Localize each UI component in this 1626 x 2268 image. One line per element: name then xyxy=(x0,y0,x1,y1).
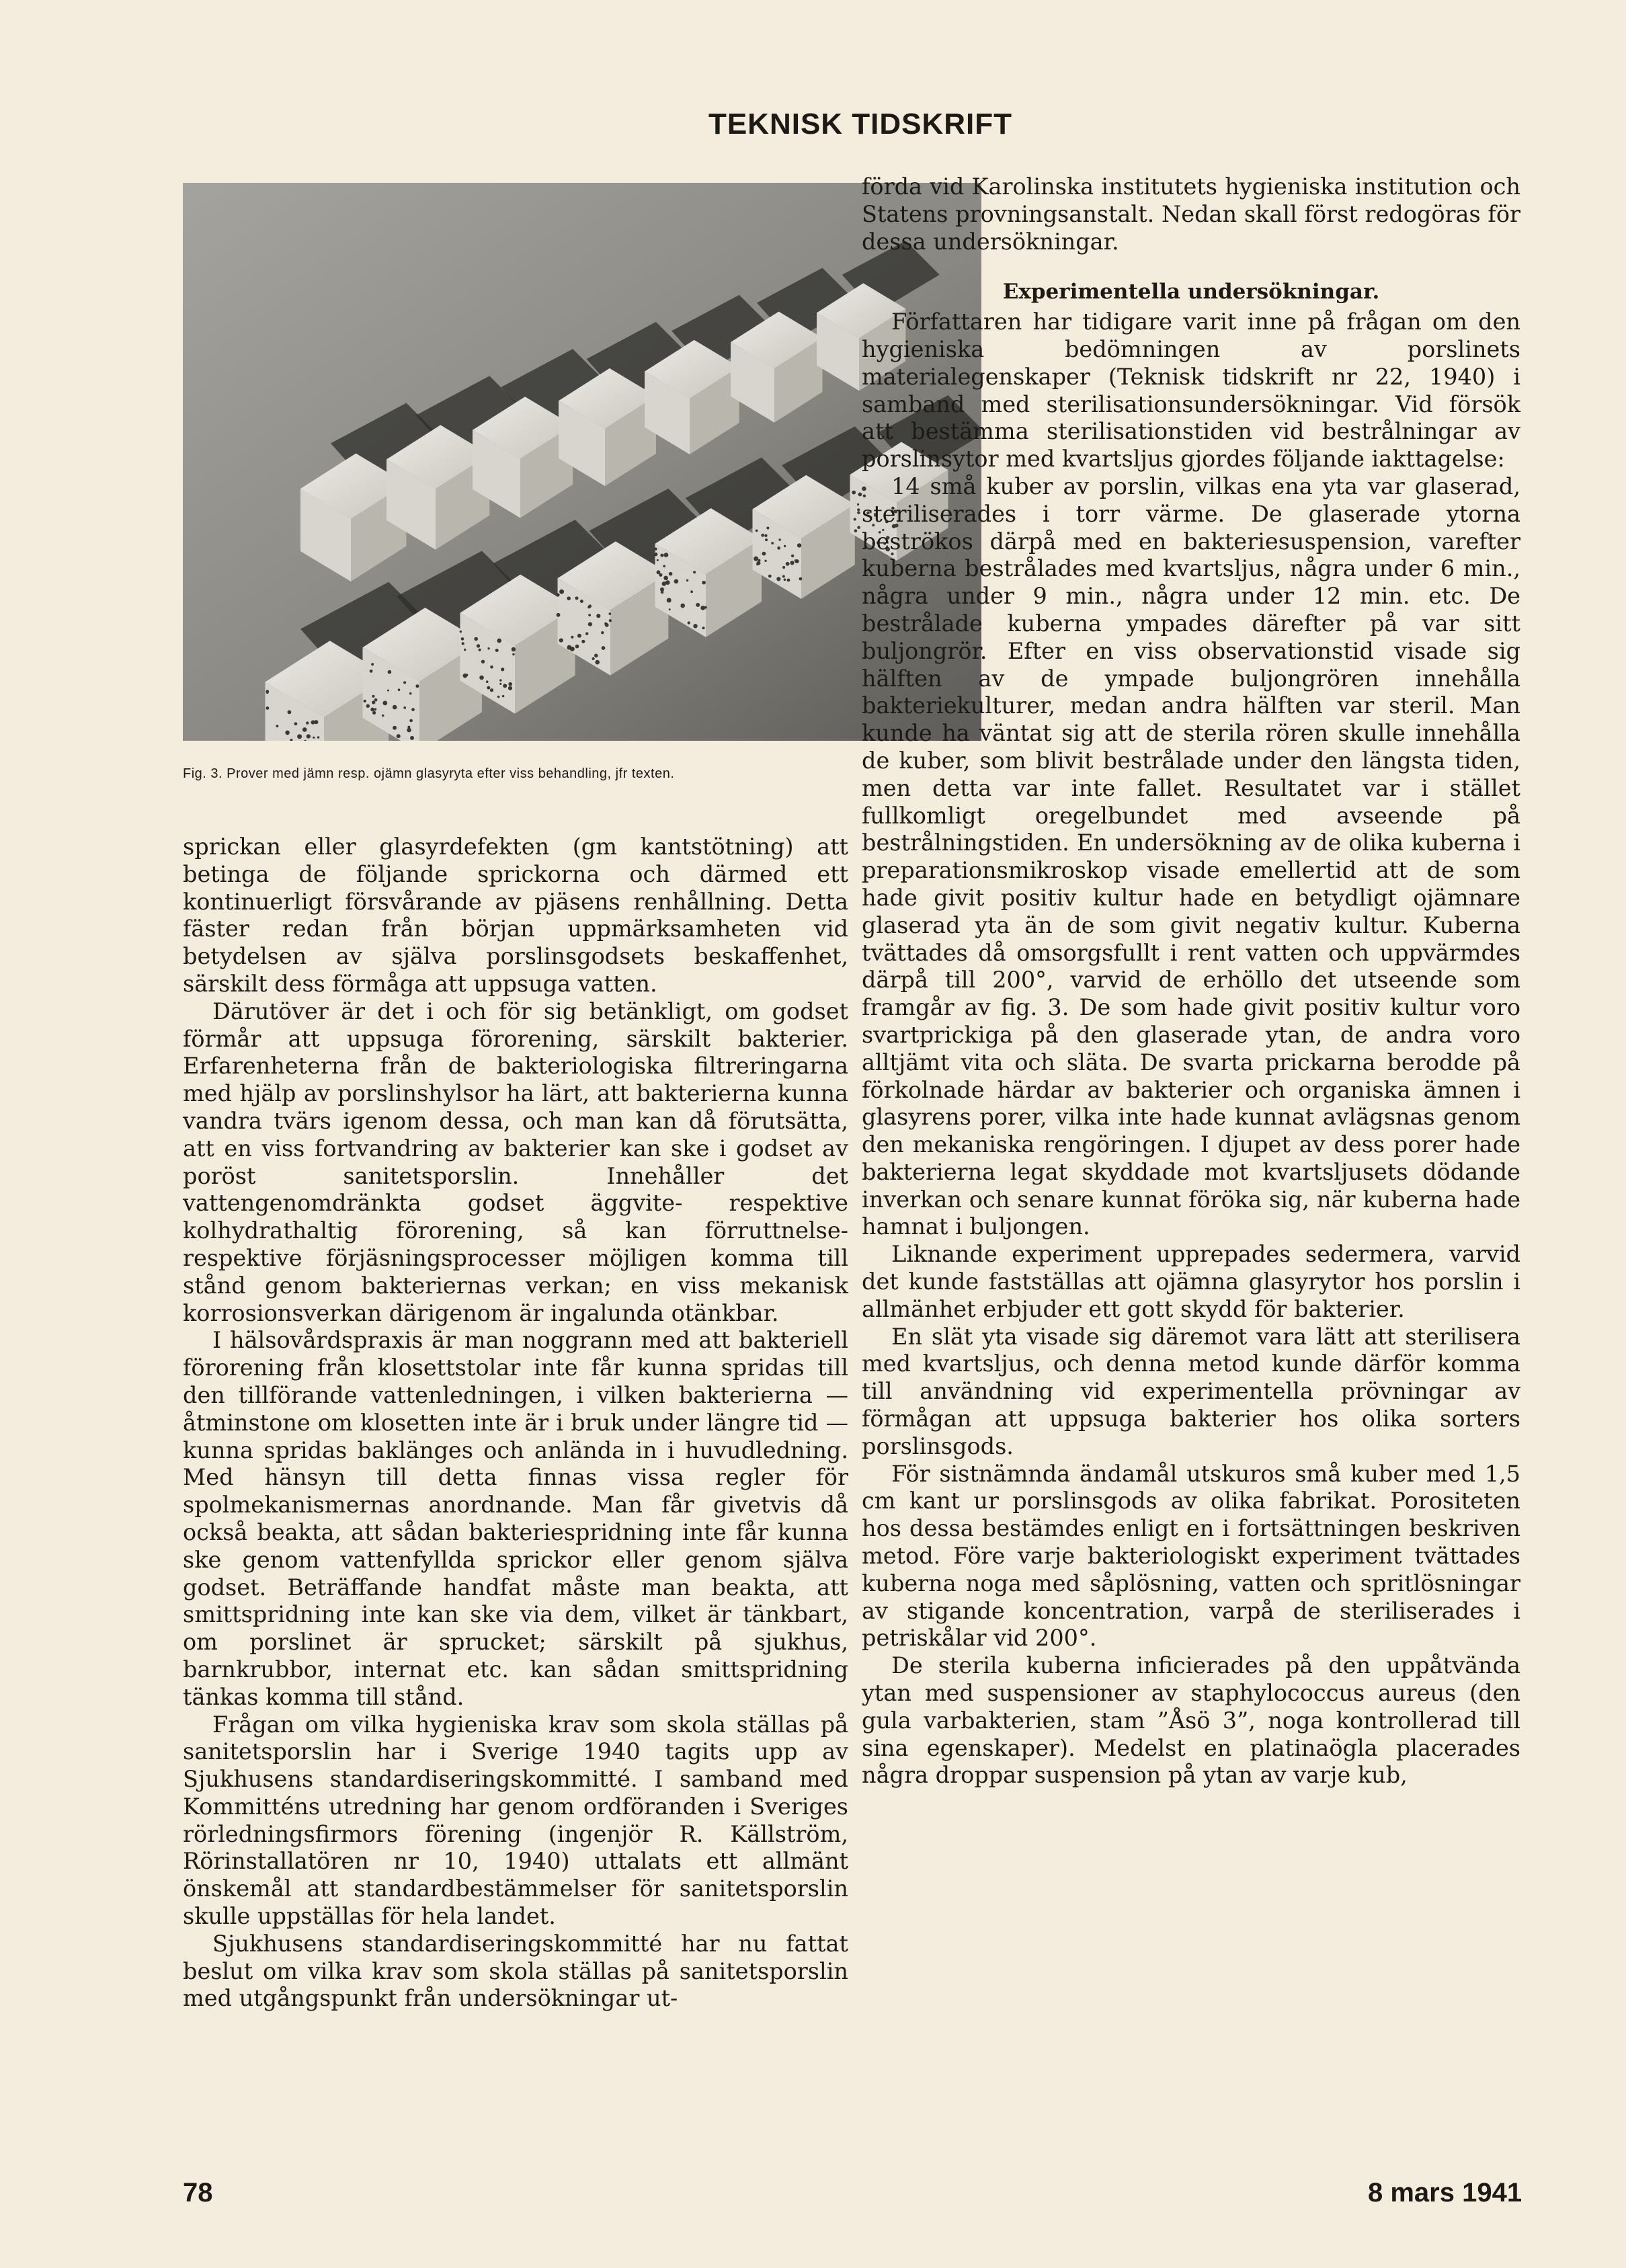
section-heading: Experimentella undersökningar. xyxy=(1002,280,1380,305)
issue-date: 8 mars 1941 xyxy=(1368,2178,1522,2208)
figure-caption: Fig. 3. Prover med jämn resp. ojämn glasyryta efter viss behandling, jfr texten. xyxy=(183,766,675,781)
right-column xyxy=(862,173,1520,1789)
left-paragraph: Frågan om vilka hygieniska krav som skola ställas på sanitetsporslin har i Sverige 1940 tagits upp av Sjukhusens standardiseringskommitté. I samband med Kommitténs utredning har genom ordföranden i Sveriges rörledningsfirmors förening (ingenjör R. Källström, Rörinstallatören nr 10, 1940) uttalats ett allmänt önskemål att standardbestämmelser för sanitetsporslin skulle uppställas för hela landet. xyxy=(183,1711,848,1930)
left-column xyxy=(183,834,848,2013)
journal-masthead: TEKNISK TIDSKRIFT xyxy=(708,108,1013,140)
right-paragraph: De sterila kuberna inficierades på den uppåtvända ytan med suspensioner av staphylococcus aureus (den gula varbakterien, stam ”Åsö 3”, noga kontrollerad till sina egenskaper). Medelst en platinaögla placerades några droppar suspension på ytan av varje kub, xyxy=(862,1652,1520,1789)
left-paragraph: Därutöver är det i och för sig betänkligt, om godset förmår att uppsuga förorening, särskilt bakterier. Erfarenheterna från de bakteriologiska filtreringarna med hjälp av porslinshylsor ha lärt, att bakterierna kunna vandra tvärs igenom dessa, och man kan då förutsätta, att en viss fortvandring av bakterier kan ske i godset av poröst sanitetsporslin. Innehåller det vattengenomdränkta godset äggvite- respektive kolhydrathaltig förorening, så kan förruttnelse- respektive förjäsningsprocesser möjligen komma till stånd genom bakteriernas verkan; en viss mekanisk korrosionsverkan därigenom är ingalunda otänkbar. xyxy=(183,998,848,1326)
right-paragraph: En slät yta visade sig däremot vara lätt att sterilisera med kvartsljus, och denna metod kunde därför komma till användning vid experimentella prövningar av förmågan att uppsuga bakterier hos olika sorters porslinsgods. xyxy=(862,1323,1520,1459)
left-paragraph: sprickan eller glasyrdefekten (gm kantstötning) att betinga de följande sprickorna och därmed ett kontinuerligt försvårande av pjäsens renhållning. Detta fäster redan från början uppmärksamheten vid betydelsen av själva porslinsgodsets beskaffenhet, särskilt dess förmåga att uppsuga vatten. xyxy=(183,834,848,997)
left-paragraph: I hälsovårdspraxis är man noggrann med att bakteriell förorening från klosettstolar inte får kunna spridas till den tillförande vattenledningen, i vilken bakterierna — åtminstone om klosetten inte är i bruk under längre tid — kunna spridas baklänges och anlända in i huvudledning. Med hänsyn till detta finnas vissa regler för spolmekanismernas anordnande. Man får givetvis då också beakta, att sådan bakteriespridning inte får kunna ske genom vattenfyllda sprickor eller genom själva godset. Beträffande handfat måste man beakta, att smittspridning inte kan ske via dem, vilket är tänkbart, om porslinet är sprucket; särskilt på sjukhus, barnkrubbor, internat etc. kan sådan smittspridning tänkas komma till stånd. xyxy=(183,1327,848,1710)
left-paragraph: Sjukhusens standardiseringskommitté har nu fattat beslut om vilka krav som skola ställas på sanitetsporslin med utgångspunkt från undersökningar ut- xyxy=(183,1930,848,2012)
right-paragraph: Författaren har tidigare varit inne på frågan om den hygieniska bedömningen av porslinets materialegenskaper (Teknisk tidskrift nr 22, 1940) i samband med sterilisationsundersökningar. Vid försök att bestämma sterilisationstiden vid bestrålningar av porslinsytor med kvartsljus gjordes följande iakttagelse: xyxy=(862,309,1520,473)
right-intro-paragraph: förda vid Karolinska institutets hygieniska institution och Statens provningsanstalt. Nedan skall först redogöras för dessa undersökningar. xyxy=(862,173,1520,255)
right-paragraph: För sistnämnda ändamål utskuros små kuber med 1,5 cm kant ur porslinsgods av olika fabrikat. Porositeten hos dessa bestämdes enligt en i fortsättningen beskriven metod. Före varje bakteriologiskt experiment tvättades kuberna noga med såplösning, vatten och spritlösningar av stigande koncentration, varpå de steriliserades i petriskålar vid 200°. xyxy=(862,1460,1520,1652)
page-number: 78 xyxy=(183,2178,213,2208)
right-paragraph: 14 små kuber av porslin, vilkas ena yta var glaserad, steriliserades i torr värme. De glaserade ytorna beströkos därpå med en bakteriesuspension, varefter kuberna bestrålades med kvartsljus, några under 6 min., några under 9 min., några under 12 min. etc. De bestrålade kuberna ympades därefter på var sitt buljongrör. Efter en viss observationstid visade sig hälften av de ympade buljongrören innehålla bakteriekulturer, medan andra hälften var steril. Man kunde ha väntat sig att de sterila rören skulle innehålla de kuber, som blivit bestrålade under den längsta tiden, men detta var inte fallet. Resultatet var i stället fullkomligt oregelbundet med avseende på bestrålningstiden. En undersökning av de olika kuberna i preparationsmikroskop visade emellertid att de som hade givit positiv kultur hade en betydligt ojämnare glaserad yta än de som givit negativ kultur. Kuberna tvättades då omsorgsfullt i rent vatten och uppvärmdes därpå till 200°, varvid de erhöllo det utseende som framgår av fig. 3. De som hade givit positiv kultur voro svartprickiga på den glaserade ytan, de andra voro alltjämt vita och släta. De svarta prickarna berodde på förkolnade härdar av bakterier och organiska ämnen i glasyrens porer, vilka inte hade kunnat avlägsnas genom den mekaniska rengöringen. I djupet av dess porer hade bakterierna legat skyddade mot kvartsljusets dödande inverkan och senare kunnat föröka sig, när kuberna hade hamnat i buljongen. xyxy=(862,473,1520,1240)
right-paragraph: Liknande experiment upprepades sedermera, varvid det kunde fastställas att ojämna glasyrytor hos porslin i allmänhet erbjuder ett gott skydd för bakterier. xyxy=(862,1241,1520,1322)
